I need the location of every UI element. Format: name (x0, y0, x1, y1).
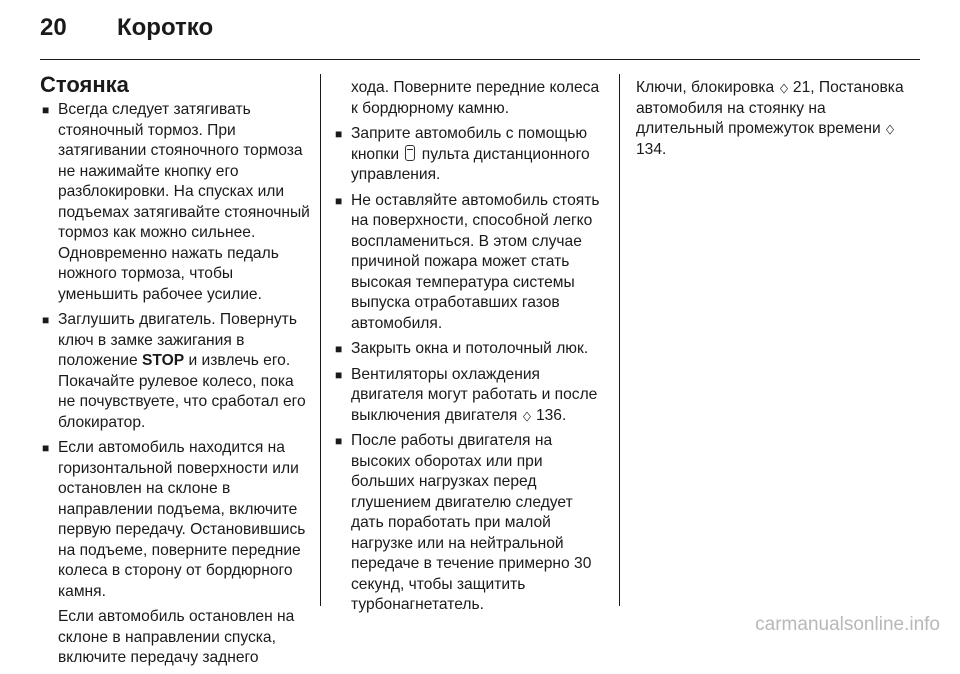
list-item (333, 124, 608, 186)
column-3 (636, 78, 916, 165)
bullet-icon: ■ (42, 441, 50, 455)
reference-arrow-icon: ◇ (779, 80, 788, 95)
reference-arrow-icon: ◇ (886, 121, 894, 136)
page-reference[interactable]: 136 (535, 406, 562, 424)
bullet-icon: ■ (335, 434, 343, 448)
paragraph: хода. Поверните передние колеса к бордюрному камню. (351, 79, 600, 117)
list-item-text: После работы двигателя на высоких оборотах или при больших нагрузках перед глушением двигателю следует дать поработать при малой нагрузке или на нейтральной передаче в течение примерно 30 секунд, чтобы защитить турбонагнетатель. (351, 432, 592, 613)
list-item-text: Заприте автомобиль с помощью кнопки (351, 125, 588, 163)
bullet-icon: ■ (42, 103, 50, 117)
list-item-text: пульта дистанционного управления. (351, 145, 590, 183)
list-item-text: и извлечь его. Покачайте рулевое колесо, пока не почувствуете, что сработал его блокиратор. (58, 352, 306, 431)
list-item-text: . (561, 406, 567, 424)
reference-arrow-icon: ◇ (522, 407, 531, 423)
paragraph-text: Ключи, блокировка (636, 79, 779, 96)
header-rule (40, 59, 920, 60)
bullet-icon: ■ (335, 367, 343, 382)
bullet-icon: ■ (335, 342, 343, 356)
paragraph-text: , Постановка автомобиля на стоянку на длительный промежуток времени (636, 79, 904, 137)
list-item (40, 100, 310, 305)
list-item (40, 438, 310, 602)
column-divider-1 (320, 74, 321, 606)
page-reference[interactable]: 134 (636, 140, 663, 158)
list-item (333, 365, 608, 427)
col2-list (333, 124, 608, 616)
list-item (333, 191, 608, 335)
watermark: carmanualsonline.info (755, 614, 940, 635)
list-item-text: Закрыть окна и потолочный люк. (351, 340, 589, 357)
bullet-icon: ■ (335, 127, 343, 141)
list-item (333, 339, 608, 360)
column-1 (40, 72, 310, 674)
bullet-icon: ■ (335, 193, 343, 208)
column-divider-2 (619, 74, 620, 606)
paragraph: Если автомобиль остановлен на склоне в направлении спуска, включите передачу заднего (58, 608, 295, 666)
stop-position-label: STOP (141, 352, 185, 369)
page-header (40, 14, 213, 42)
column-2 (333, 78, 608, 621)
paragraph-text: . (662, 140, 667, 158)
list-item (333, 431, 608, 616)
page-reference[interactable]: 21 (792, 79, 811, 96)
list-item-text: Если автомобиль находится на горизонтальной поверхности или остановлен на склоне в направлении подъема, включите первую передачу. Остановившись на подъеме, поверните передние колеса в сторону от бордюрного камня. (58, 439, 306, 600)
list-item-text: Всегда следует затягивать стояночный тормоз. При затягивании стояночного тормоза не нажимайте кнопку его разблокировки. На спусках или подъемах затягивайте стояночный тормоз как можно сильнее. Одновременно нажать педаль ножного тормоза, чтобы уменьшить рабочее усилие. (58, 101, 310, 303)
bullet-icon: ■ (42, 313, 50, 327)
page-number: 20 (40, 14, 67, 41)
col1-list (40, 100, 310, 602)
lock-button-icon (405, 145, 415, 161)
section-title: Стоянка (40, 72, 129, 97)
chapter-title: Коротко (117, 14, 214, 41)
list-item-text: Вентиляторы охлаждения двигателя могут работать и после выключения двигателя (351, 365, 598, 424)
list-item-text: Не оставляйте автомобиль стоять на поверхности, способной легко воспламениться. В этом случае причиной пожара может стать высокая температура системы выпуска отработавших газов автомобиля. (351, 191, 600, 332)
cross-reference-paragraph (636, 78, 916, 160)
list-item (40, 310, 310, 433)
list-item-text: Заглушить двигатель. Повернуть ключ в замке зажигания в положение (58, 311, 297, 369)
